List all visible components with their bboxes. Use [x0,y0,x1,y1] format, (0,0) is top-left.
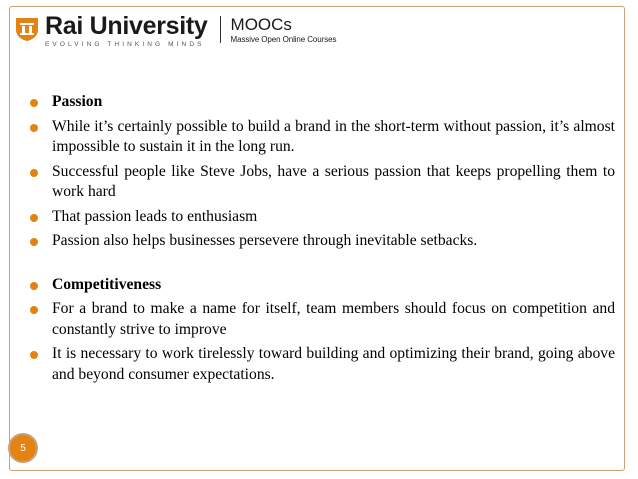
university-crest-icon [14,16,40,42]
bullet-dot-icon [30,124,38,132]
brand-name: Rai University [45,12,208,40]
bullet-dot-icon [30,169,38,177]
bullet-text: That passion leads to enthusiasm [52,207,258,225]
bullet-item [30,207,615,228]
header-divider [220,16,221,43]
bullet-text: Successful people like Steve Jobs, have a serious passion that keeps propelling them to work hard [52,162,615,200]
bullet-dot-icon [30,99,38,107]
bullet-item [30,231,615,252]
bullet-text: Competitiveness [52,275,162,293]
bullet-item [30,275,615,296]
bullet-item [30,92,615,113]
bullet-text: Passion also helps businesses persevere through inevitable setbacks. [52,232,478,249]
moocs-title: MOOCs [230,15,292,34]
bullet-text: For a brand to make a name for itself, team members should focus on competition and constantly strive to improve [52,300,615,338]
bullet-dot-icon [30,282,38,290]
bullet-text: Passion [52,93,103,110]
page-number-badge [8,433,38,463]
bullet-item [30,162,615,203]
bullet-dot-icon [30,214,38,222]
page-number: 5 [20,442,26,454]
bullet-dot-icon [30,306,38,314]
bullet-dot-icon [30,238,38,246]
brand-wordmark [45,14,208,48]
bullet-list [30,92,615,385]
brand-tagline: EVOLVING THINKING MINDS [45,41,205,48]
bullet-item [30,344,615,385]
header-logo [14,14,336,50]
bullet-dot-icon [30,351,38,359]
moocs-label [231,16,337,44]
moocs-subtitle: Massive Open Online Courses [230,35,337,44]
bullet-text: It is necessary to work tirelessly toward building and optimizing their brand, going above and beyond consumer expectations. [52,345,615,383]
bullet-item [30,299,615,340]
bullet-text: While it’s certainly possible to build a brand in the short-term without passion, it’s almost impossible to sustain it in the long run. [52,117,615,155]
bullet-item [30,117,615,158]
